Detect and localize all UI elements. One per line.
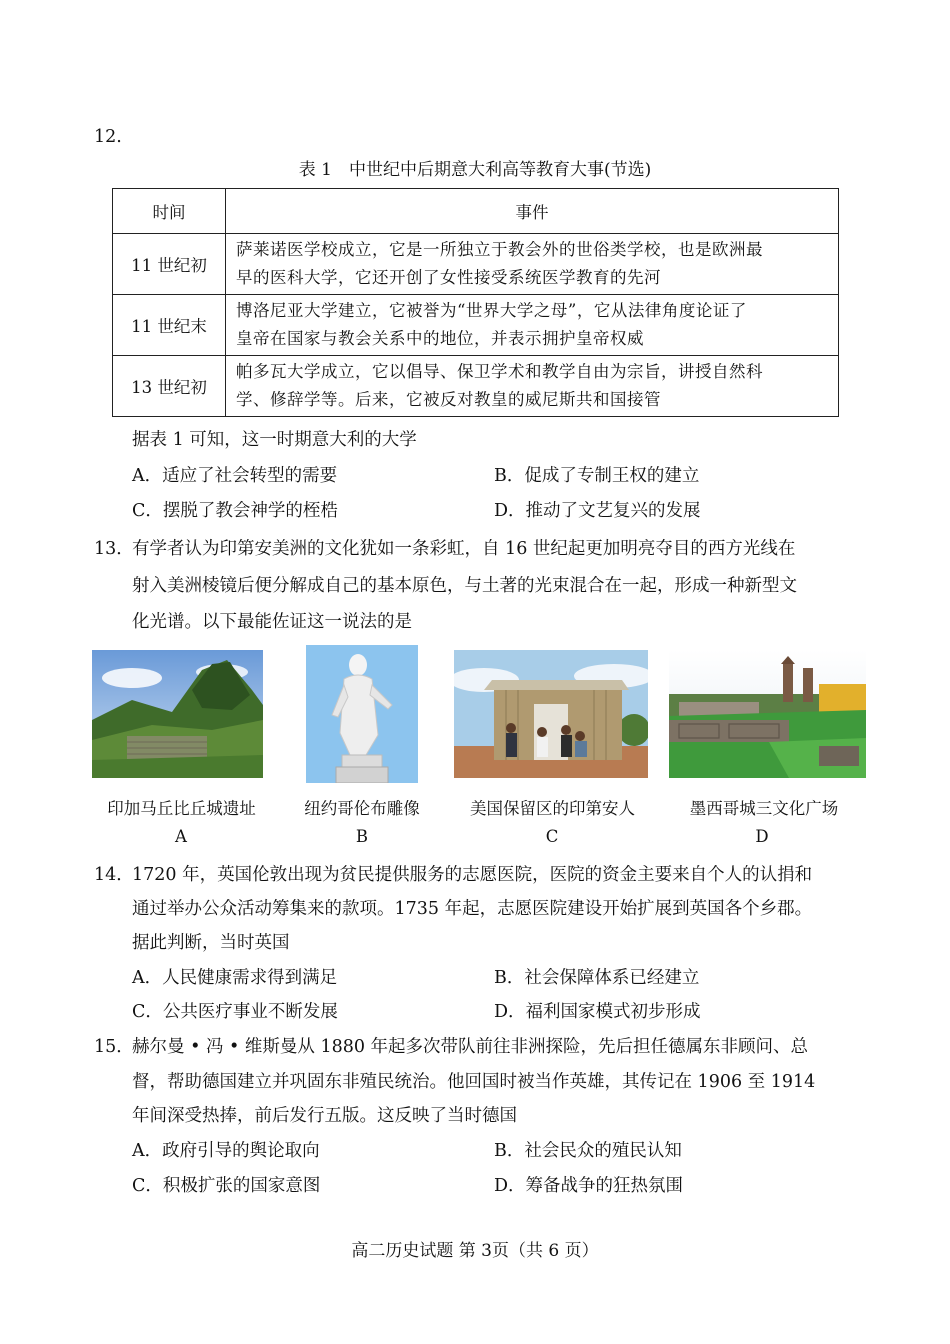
question-13-line: 化光谱。以下最能佐证这一说法的是 [132,612,412,632]
caption-c: 美国保留区的印第安人 [470,799,635,818]
table-row [113,356,839,417]
table-title: 表 1 中世纪中后期意大利高等教育大事(节选) [298,160,652,180]
option-a: A．人民健康需求得到满足 [132,968,338,988]
three-cultures-plaza-photo [669,650,866,778]
option-b: B．社会保障体系已经建立 [494,968,700,988]
question-14-line: 据此判断，当时英国 [132,933,290,953]
row-event [226,234,839,295]
row-event [226,356,839,417]
question-14-line: 通过举办公众活动筹集来的款项。1735 年起，志愿医院建设开始扩展到英国各个乡郡。 [132,899,813,919]
row-time: 13 世纪初 [113,356,226,417]
question-14-number: 14． [94,865,134,885]
row-event-line: 学、修辞学等。后来，它被反对教皇的威尼斯共和国接管 [236,390,661,409]
events-table [112,188,839,417]
question-14-line: 1720 年，英国伦敦出现为贫民提供服务的志愿医院，医院的资金主要来自个人的认捐和 [132,865,813,885]
machu-picchu-photo [92,650,263,778]
row-event [226,295,839,356]
header-event: 事件 [226,189,839,234]
option-d: D．推动了文艺复兴的发展 [494,501,701,521]
row-event-line: 帕多瓦大学成立，它以倡导、保卫学术和教学自由为宗旨，讲授自然科 [236,362,763,381]
table-row [113,234,839,295]
option-a: A．政府引导的舆论取向 [132,1141,320,1161]
row-event-line: 萨莱诺医学校成立，它是一所独立于教会外的世俗类学校，也是欧洲最 [236,240,763,259]
row-time: 11 世纪末 [113,295,226,356]
page-footer: 高二历史试题 第 3页（共 6 页） [351,1241,599,1261]
option-letter-a: A [175,827,187,846]
columbus-statue-photo [306,645,418,783]
row-event-line: 早的医科大学，它还开创了女性接受系统医学教育的先河 [236,268,661,287]
option-d: D．福利国家模式初步形成 [494,1002,701,1022]
option-a: A．适应了社会转型的需要 [132,466,338,486]
question-13-number: 13． [94,539,134,559]
question-15-line: 赫尔曼 • 冯 • 维斯曼从 1880 年起多次带队前往非洲探险，先后担任德属东非顾问、总 [132,1037,809,1057]
option-letter-d: D [755,827,769,846]
table-row [113,295,839,356]
caption-a: 印加马丘比丘城遗址 [107,799,256,818]
option-c: C．摆脱了教会神学的桎梏 [132,501,338,521]
question-15-line: 督，帮助德国建立并巩固东非殖民统治。他回国时被当作英雄，其传记在 1906 至 1914 [132,1072,816,1092]
row-event-line: 皇帝在国家与教会关系中的地位，并表示拥护皇帝权威 [236,329,644,348]
row-time: 11 世纪初 [113,234,226,295]
option-c: C．公共医疗事业不断发展 [132,1002,338,1022]
caption-b: 纽约哥伦布雕像 [304,799,420,818]
question-15-number: 15． [94,1037,134,1057]
header-time: 时间 [113,189,226,234]
table-header-row [113,189,839,234]
row-event-line: 博洛尼亚大学建立，它被誉为“世界大学之母”，它从法律角度论证了 [236,301,747,320]
question-12-stem: 据表 1 可知，这一时期意大利的大学 [132,430,417,450]
option-b: B．社会民众的殖民认知 [494,1141,682,1161]
option-letter-b: B [355,827,369,846]
option-letter-c: C [545,827,559,846]
question-13-line: 有学者认为印第安美洲的文化犹如一条彩虹，自 16 世纪起更加明亮夺目的西方光线在 [132,539,796,559]
reservation-photo [454,650,648,778]
caption-d: 墨西哥城三文化广场 [689,799,839,818]
option-b: B．促成了专制王权的建立 [494,466,700,486]
option-d: D．筹备战争的狂热氛围 [494,1176,684,1196]
question-15-line: 年间深受热捧，前后发行五版。这反映了当时德国 [132,1106,517,1126]
question-12-number: 12. [94,127,122,147]
option-c: C．积极扩张的国家意图 [132,1176,321,1196]
question-13-line: 射入美洲棱镜后便分解成自己的基本原色，与土著的光束混合在一起，形成一种新型文 [132,576,797,596]
